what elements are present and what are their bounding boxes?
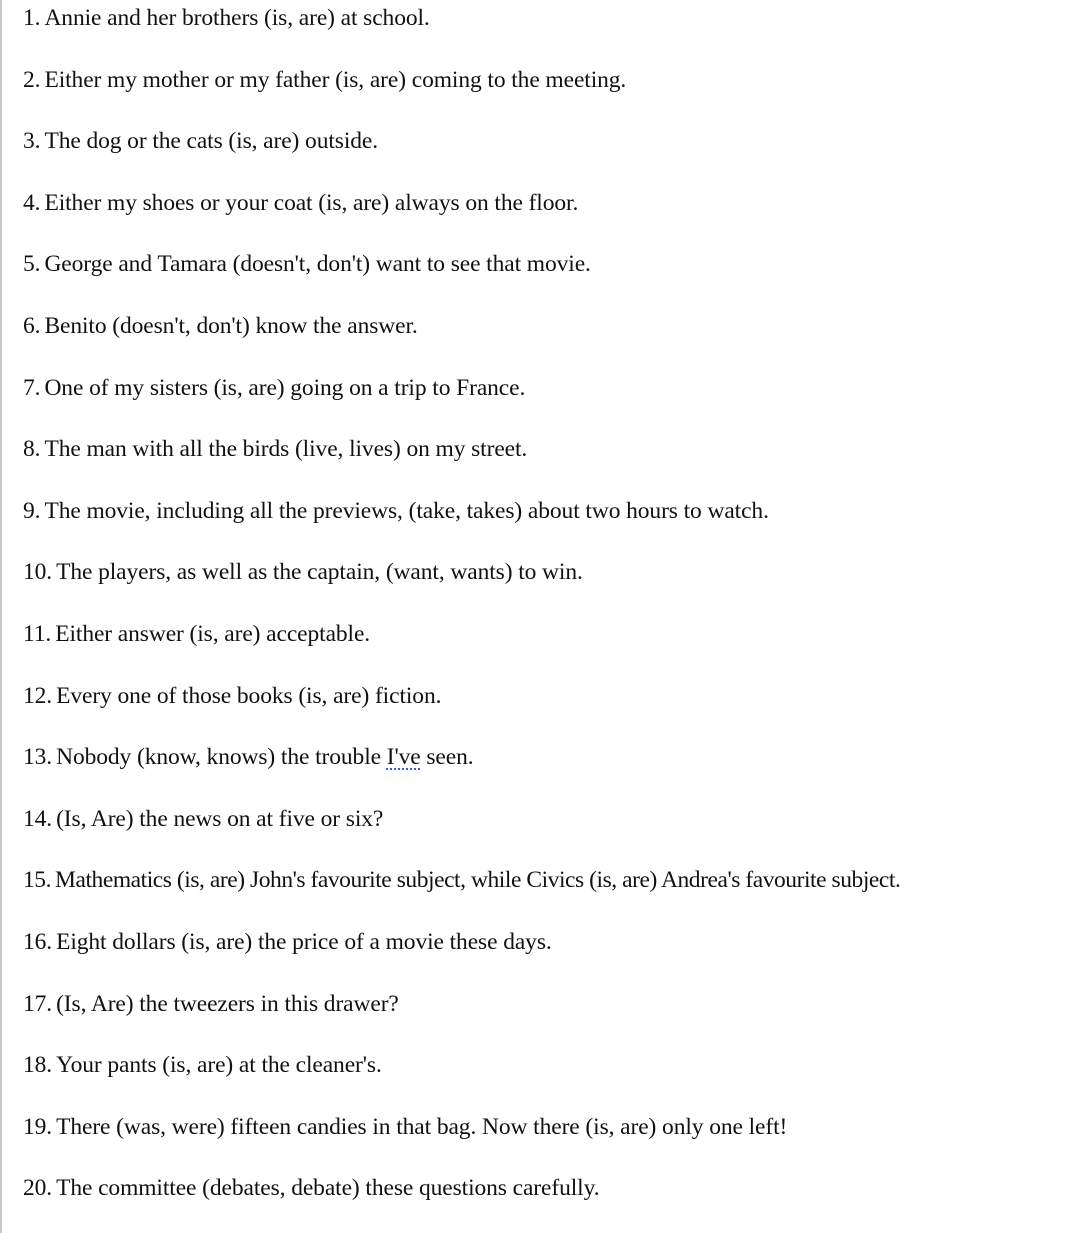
item-text: The committee (debates, debate) these questions carefully. [56, 1175, 600, 1202]
item-text: The players, as well as the captain, (want, wants) to win. [56, 559, 583, 586]
list-item [23, 432, 1090, 494]
list-item [23, 555, 1090, 617]
item-text: The movie, including all the previews, (take, takes) about two hours to watch. [44, 497, 769, 524]
list-item [23, 1110, 1090, 1172]
item-number: 2. [23, 66, 41, 93]
item-number: 15. [23, 867, 52, 894]
item-text: Benito (doesn't, don't) know the answer. [44, 312, 418, 339]
list-item [23, 740, 1090, 802]
list-item [23, 863, 1090, 925]
item-text: The man with all the birds (live, lives) on my street. [44, 436, 528, 463]
item-number: 13. [23, 744, 53, 771]
item-text: Eight dollars (is, are) the price of a movie these days. [56, 928, 552, 955]
item-number: 18. [23, 1052, 53, 1079]
item-number: 10. [23, 559, 53, 586]
item-number: 4. [23, 189, 41, 216]
list-item [23, 1, 1090, 63]
item-number: 6. [23, 312, 41, 339]
item-text: Your pants (is, are) at the cleaner's. [56, 1052, 382, 1079]
item-text: Either answer (is, are) acceptable. [55, 620, 371, 647]
item-text: Annie and her brothers (is, are) at school. [44, 5, 430, 31]
item-number: 19. [23, 1113, 53, 1140]
item-text: (Is, Are) the tweezers in this drawer? [56, 990, 399, 1017]
item-number: 3. [23, 128, 41, 155]
item-text: There (was, were) fifteen candies in that bag. Now there (is, are) only one left! [56, 1113, 788, 1140]
exercise-list [23, 1, 1090, 1233]
list-item [23, 309, 1090, 371]
item-text: (Is, Are) the news on at five or six? [56, 805, 384, 832]
list-item [23, 247, 1090, 309]
item-number: 7. [23, 374, 41, 401]
item-text: One of my sisters (is, are) going on a trip to France. [44, 374, 526, 401]
list-item [23, 679, 1090, 741]
item-text-before: Nobody (know, knows) the trouble [56, 744, 387, 771]
item-number: 16. [23, 928, 53, 955]
item-text: Every one of those books (is, are) fiction. [56, 682, 442, 709]
list-item [23, 1048, 1090, 1110]
list-item [23, 186, 1090, 248]
item-text: Either my shoes or your coat (is, are) always on the floor. [44, 189, 579, 216]
item-text: George and Tamara (doesn't, don't) want to see that movie. [44, 251, 591, 278]
list-item [23, 987, 1090, 1049]
item-text: The dog or the cats (is, are) outside. [44, 128, 379, 155]
item-number: 5. [23, 251, 41, 278]
item-number: 17. [23, 990, 53, 1017]
spellcheck-flagged-word[interactable]: I've [386, 744, 421, 771]
item-number: 12. [23, 682, 53, 709]
list-item [23, 617, 1090, 679]
item-text-after: seen. [420, 744, 474, 771]
item-number: 9. [23, 497, 41, 524]
list-item [23, 925, 1090, 987]
item-number: 1. [23, 5, 41, 31]
list-item [23, 371, 1090, 433]
item-text: Mathematics (is, are) John's favourite subject, while Civics (is, are) Andrea's favourite subject. [55, 867, 901, 894]
list-item [23, 1171, 1090, 1233]
list-item [23, 63, 1090, 125]
item-number: 14. [23, 805, 53, 832]
item-number: 8. [23, 436, 41, 463]
item-number: 20. [23, 1175, 53, 1202]
list-item [23, 494, 1090, 556]
list-item [23, 802, 1090, 864]
item-text: Either my mother or my father (is, are) coming to the meeting. [44, 66, 627, 93]
item-number: 11. [23, 620, 52, 647]
list-item [23, 124, 1090, 186]
